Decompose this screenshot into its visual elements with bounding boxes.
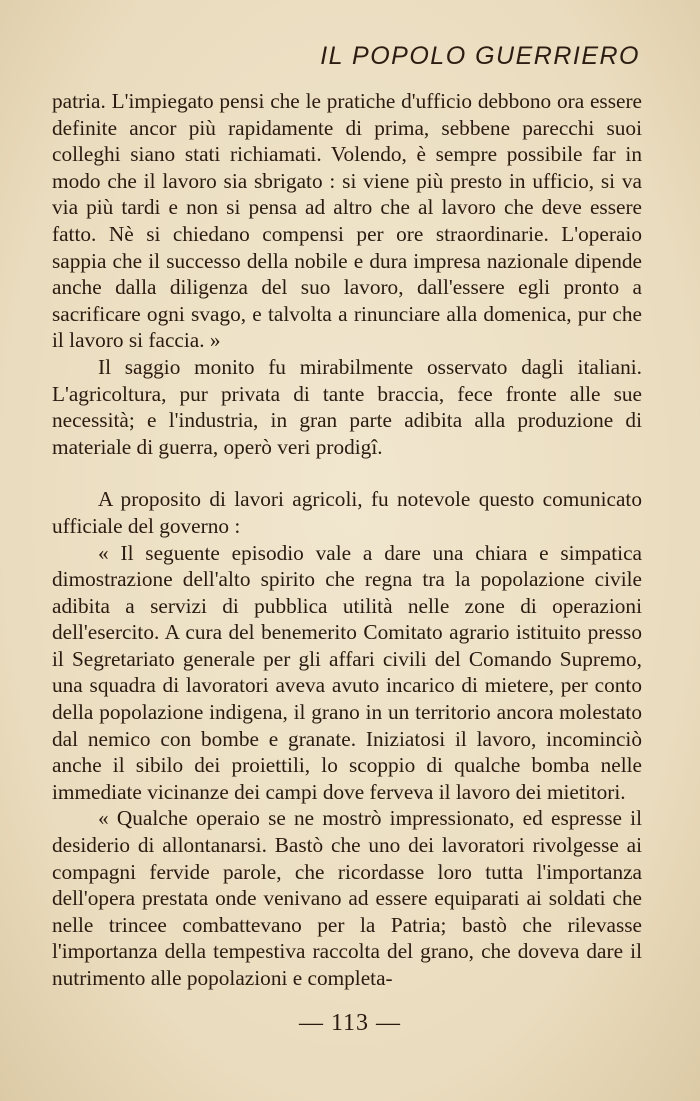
running-header: IL POPOLO GUERRIERO: [320, 42, 640, 70]
paragraph-continuation: patria. L'impiegato pensi che le pratiche d'ufficio debbono ora essere definite ancor più rapidamente di prima, sebbene parecchi suoi colleghi siano stati richiamati. Volendo, è sempre possibile far in modo che il lavoro sia sbrigato : si viene più presto in ufficio, si va via più tardi e non si pensa ad altro che al lavoro che deve essere fatto. Nè si chiedano compensi per ore straordinarie. L'operaio sappia che il successo della nobile e dura impresa nazionale dipende anche dalla diligenza del suo lavoro, dall'essere egli pronto a sacrificare ogni svago, e talvolta a rinunciare alla domenica, pur che il lavoro si faccia. »: [52, 89, 642, 353]
page-number: — 113 —: [298, 1010, 402, 1036]
paragraph-quote-episodio: « Il seguente episodio vale a dare una chiara e simpatica dimostrazione dell'alto spirito che regna tra la popolazione civile adibita a servizi di pubblica utilità nelle zone di operazioni dell'esercito. A cura del benemerito Comitato agrario istituito presso il Segretariato generale per gli affari civili del Comando Supremo, una squadra di lavoratori aveva avuto incarico di mietere, per conto della popolazione indigena, il grano in un territorio ancora molestato dal nemico con bombe e granate. Iniziatosi il lavoro, incominciò anche il sibilo dei proiettili, lo scoppio di qualche bomba nelle immediate vicinanze dei campi dove ferveva il lavoro dei mietitori.: [52, 540, 642, 804]
page-body: [52, 88, 642, 992]
paragraph-quote-operaio: « Qualche operaio se ne mostrò impressionato, ed espresse il desiderio di allontanarsi. Bastò che uno dei lavoratori rivolgesse ai compagni fervide parole, che ricordasse loro tutta l'importanza dell'opera prestata onde venivano ad essere equiparati ai soldati che nelle trincee combattevano per la Patria; bastò che rilevasse l'importanza della tempestiva raccolta del grano, che doveva dare il nutrimento alle popolazioni e completa-: [52, 806, 642, 990]
paragraph-lavori-agricoli: A proposito di lavori agricoli, fu notevole questo comunicato ufficiale del governo :: [52, 487, 642, 538]
paragraph-saggio-monito: Il saggio monito fu mirabilmente osservato dagli italiani. L'agricoltura, pur privata di tante braccia, fece fronte alle sue necessità; e l'industria, in gran parte adibita alla produzione di materiale di guerra, operò veri prodigî.: [52, 354, 642, 459]
